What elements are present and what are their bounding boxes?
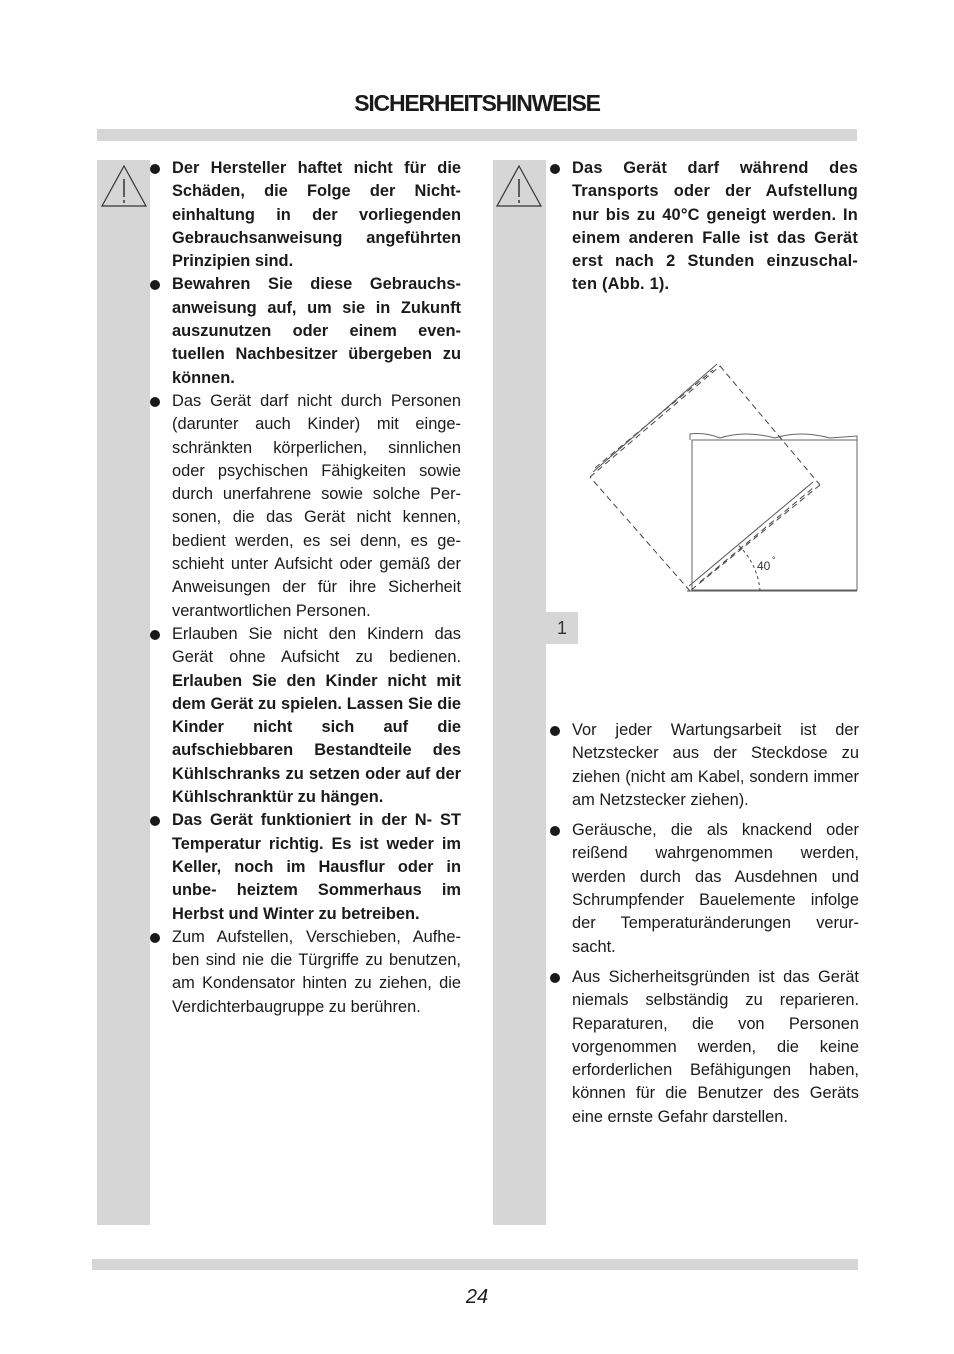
list-item: Das Gerät darf während des Transports oder der Aufstellung nur bis zu 40°C geneigt werden. In einem anderen Falle ist das Gerät erst nach 2 Stunden einzuschal- ten (Abb. 1).: [550, 157, 858, 297]
list-item: Das Gerät darf nicht durch Personen (darunter auch Kinder) mit einge- schränkten körperlichen, sinnlichen oder psychischen Fähigkeiten sowie durch unerfahrene sowie solche Per- sonen, die das Gerät nicht kennen, bedient werden, es sei denn, es ge- schieht unter Aufsicht oder gemäß der Anweisungen der für ihre Sicherheit verantwortlichen Personen.: [150, 390, 461, 623]
page-title: SICHERHEITSHINWEISE: [354, 90, 600, 116]
left-sidebar-band: [97, 160, 150, 1225]
right-column-bottom: [550, 719, 859, 1136]
left-column: [150, 157, 461, 1019]
list-item: Bewahren Sie diese Gebrauchs- anweisung auf, um sie in Zukunft auszunutzen oder einem even- tuellen Nachbesitzer übergeben zu können.: [150, 273, 461, 389]
list-item: Der Hersteller haftet nicht für die Schäden, die Folge der Nicht- einhaltung in der vorliegenden Gebrauchsanweisung angeführten Prinzipien sind.: [150, 157, 461, 273]
left-safety-list: [150, 157, 461, 1019]
right-sidebar-band: [493, 160, 546, 1225]
bottom-divider: [92, 1259, 858, 1270]
warning-triangle-icon: [99, 162, 149, 210]
list-item: Vor jeder Wartungsarbeit ist der Netzstecker aus der Steckdose zu ziehen (nicht am Kabel, sondern immer am Netzstecker ziehen).: [550, 719, 859, 812]
list-item: Zum Aufstellen, Verschieben, Aufhe- ben sind nie die Türgriffe zu benutzen, am Kondensator hinten zu ziehen, die Verdichterbaugruppe zu berühren.: [150, 926, 461, 1019]
right-column-top: [550, 157, 858, 297]
figure-number: 1: [546, 612, 578, 644]
list-item: Das Gerät funktioniert in der N- ST Temperatur richtig. Es ist weder im Keller, noch im Hausflur oder in unbe- heiztem Sommerhaus im Herbst und Winter zu betreiben.: [150, 809, 461, 925]
top-divider: [97, 129, 857, 141]
page-number: 24: [465, 1286, 489, 1308]
degree-mark: °: [772, 555, 776, 565]
warning-triangle-icon: [494, 162, 544, 210]
list-item: Geräusche, die als knackend oder reißend wahrgenommen werden, werden durch das Ausdehnen und Schrumpfender Bauelemente infolge der Temperaturänderungen verur- sacht.: [550, 819, 859, 959]
right-safety-list: [550, 719, 859, 1129]
angle-label: 40: [757, 559, 771, 573]
list-item: Erlauben Sie nicht den Kindern das Gerät ohne Aufsicht zu bedienen. Erlauben Sie den Kinder nicht mit dem Gerät zu spielen. Lassen Sie die Kinder nicht sich auf die aufschiebbaren Bestandteile des Kühlschranks zu setzen oder auf der Kühlschranktür zu hängen.: [150, 623, 461, 809]
tilt-angle-diagram: [585, 360, 860, 596]
list-item: Aus Sicherheitsgründen ist das Gerät niemals selbständig zu reparieren. Reparaturen, die von Personen vorgenommen werden, die keine erforderlichen Befähigungen haben, können für die Benutzer des Geräts eine ernste Gefahr darstellen.: [550, 966, 859, 1129]
